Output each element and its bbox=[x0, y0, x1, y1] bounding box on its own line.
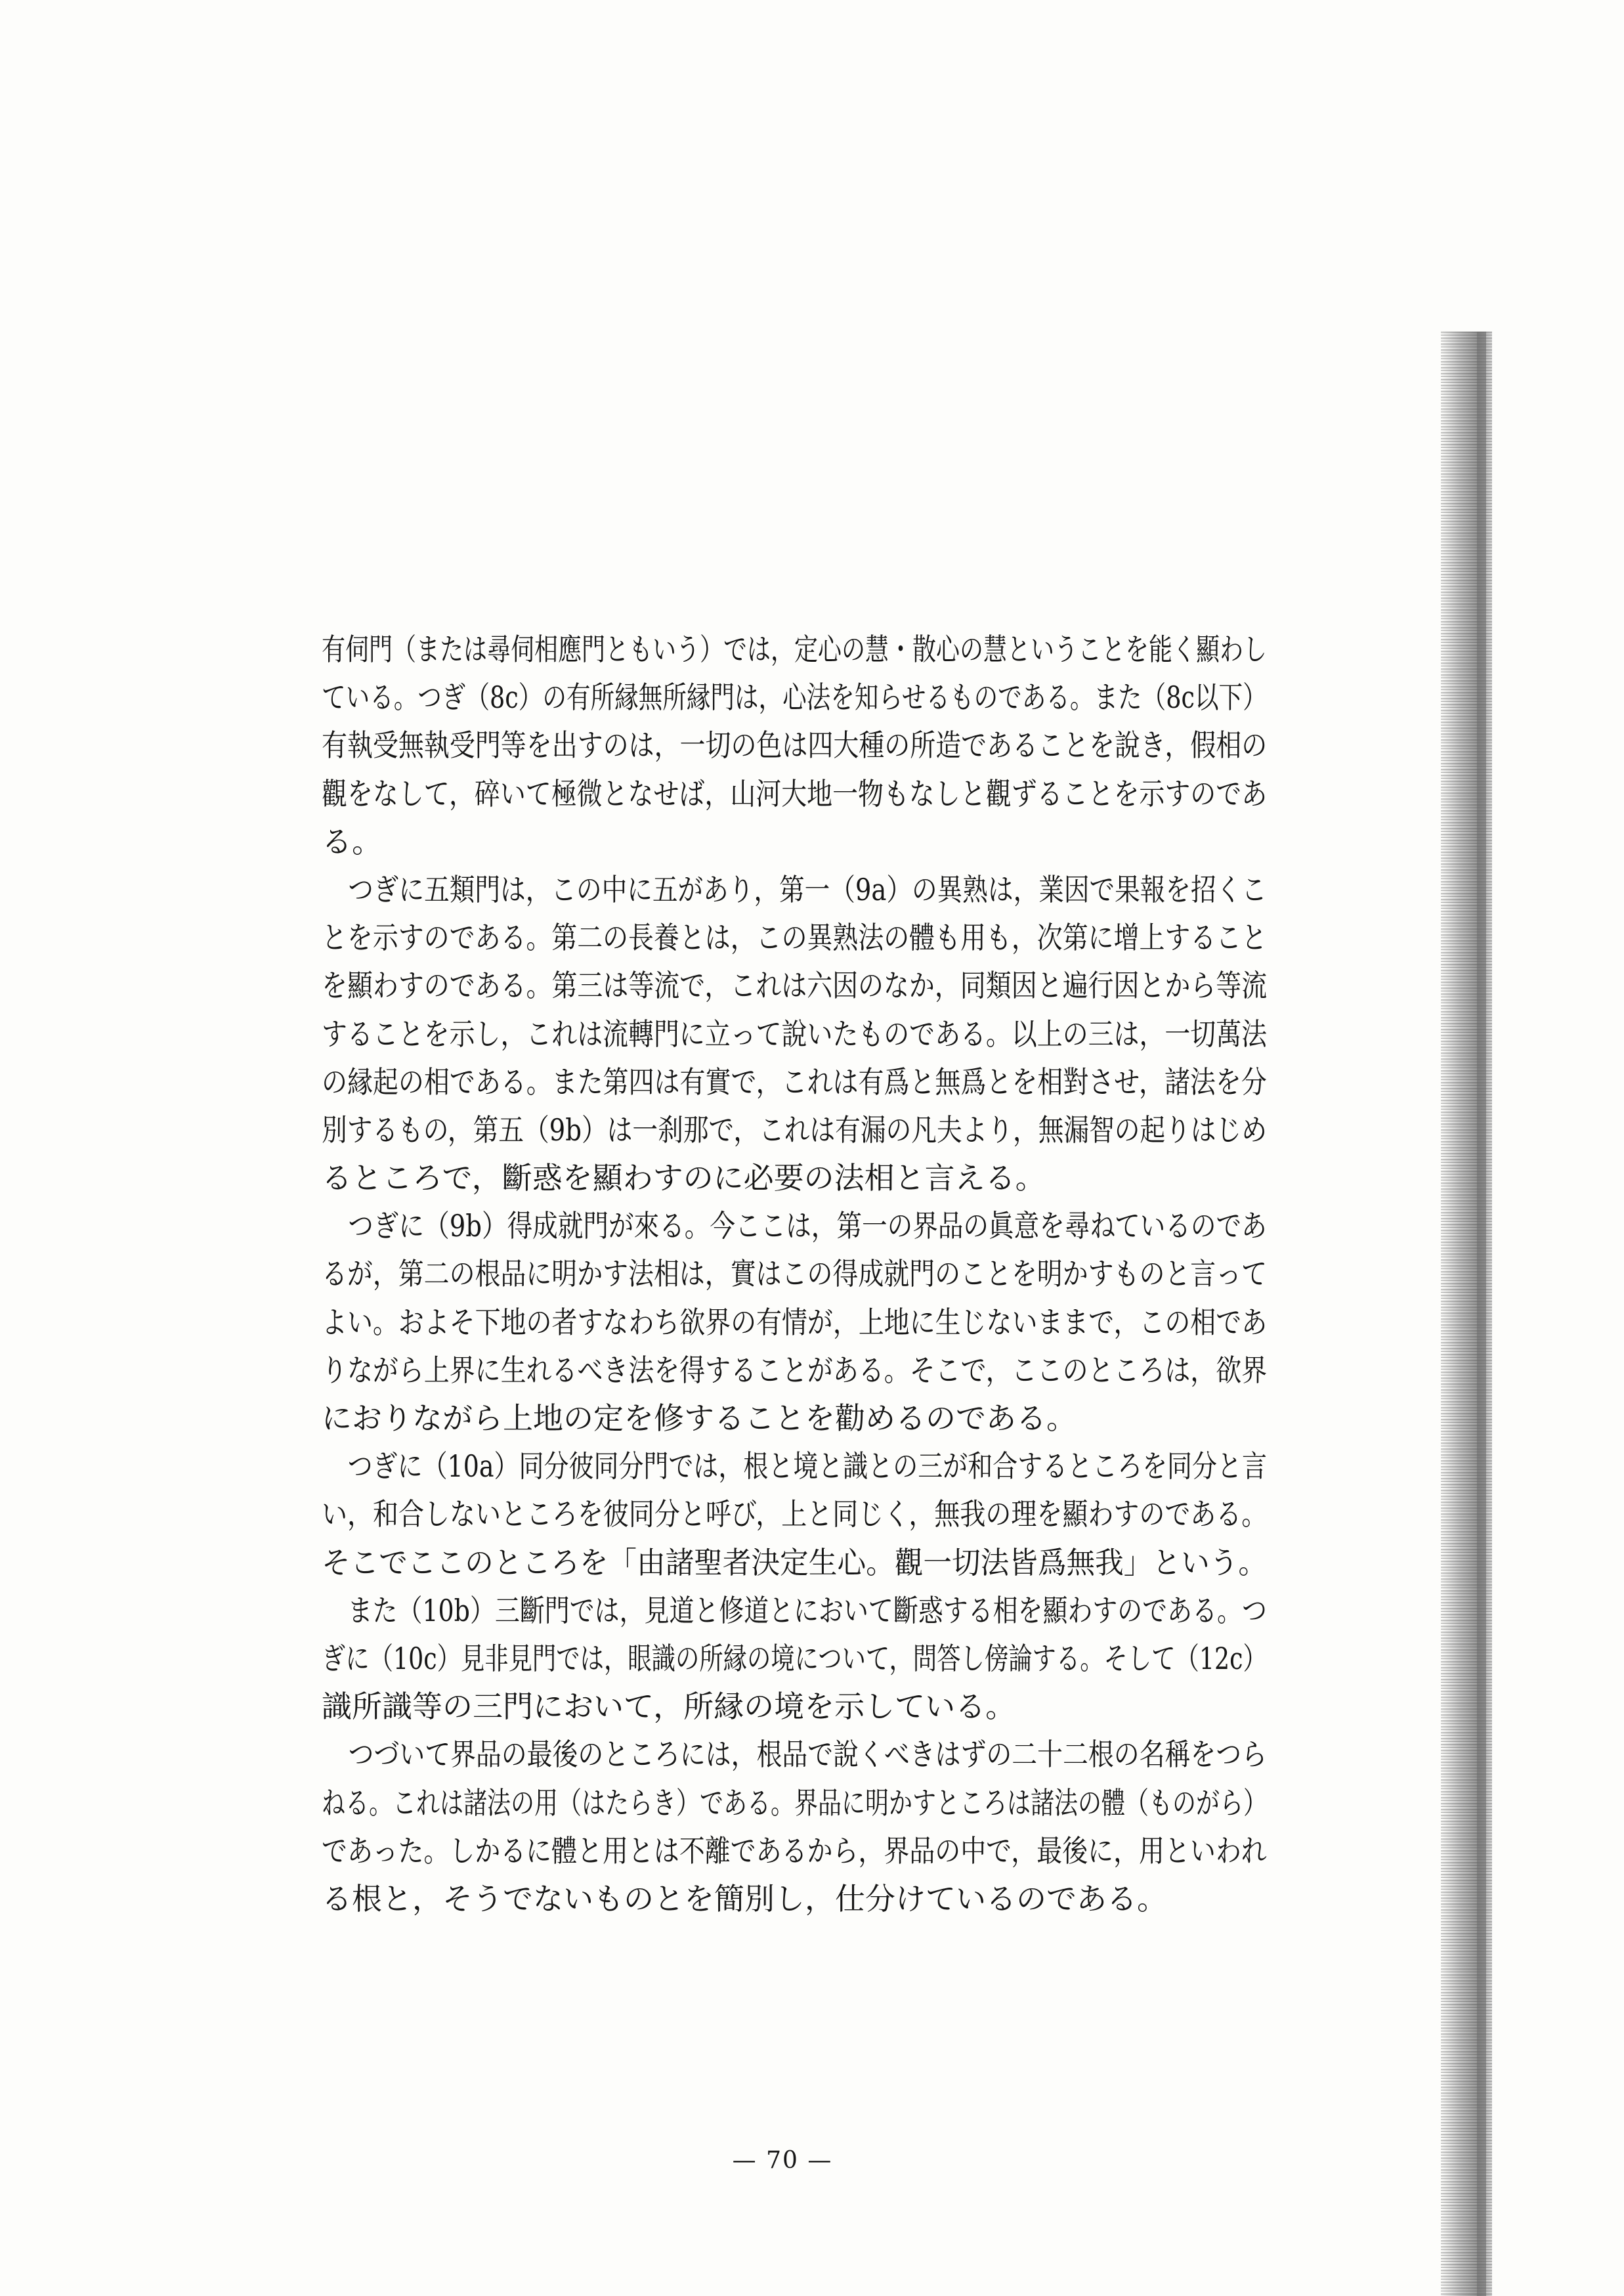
paragraph bbox=[322, 1442, 1267, 1587]
text-line: であった。しかるに體と用とは不離であるから，界品の中で，最後に，用といわれ bbox=[322, 1832, 1267, 1869]
text-line: ている。つぎ（8c）の有所縁無所縁門は，心法を知らせるものである。また（8c以下） bbox=[322, 680, 1267, 716]
paragraph bbox=[322, 1731, 1267, 1923]
text-line: の縁起の相である。また第四は有實で，これは有爲と無爲とを相對させ，諸法を分 bbox=[322, 1064, 1267, 1100]
text-line: することを示し，これは流轉門に立って說いたものである。以上の三は，一切萬法 bbox=[322, 1016, 1268, 1052]
text-line: 識所識等の三門において，所縁の境を示している。 bbox=[322, 1689, 1016, 1725]
text-line: つづいて界品の最後のところには，根品で說くべきはずの二十二根の名稱をつら bbox=[348, 1737, 1268, 1773]
text-line: りながら上界に生れるべき法を得することがある。そこで，ここのところは，欲界 bbox=[322, 1352, 1268, 1388]
text-line: るところで，斷惑を顯わすのに必要の法相と言える。 bbox=[322, 1160, 1046, 1196]
text-line: るが，第二の根品に明かす法相は，實はこの得成就門のことを明かすものと言って bbox=[322, 1256, 1268, 1292]
text-line: におりながら上地の定を修することを勸めるのである。 bbox=[322, 1400, 1077, 1436]
text-line: 別するもの，第五（9b）は一刹那で，これは有漏の凡夫より，無漏智の起りはじめ bbox=[322, 1112, 1267, 1148]
text-line: 有伺門（または尋伺相應門ともいう）では，定心の慧・散心の慧ということを能く顯わし bbox=[322, 632, 1267, 667]
text-line: よい。およそ下地の者すなわち欲界の有情が，上地に生じないままで，この相であ bbox=[322, 1304, 1268, 1340]
text-line: ねる。これは諸法の用（はたらき）である。界品に明かすところは諸法の體（ものがら） bbox=[322, 1785, 1267, 1821]
text-line: つぎに五類門は，この中に五があり，第一（9a）の異熟は，業因で果報を招くこ bbox=[348, 871, 1267, 907]
text-line: を顯わすのである。第三は等流で，これは六因のなか，同類因と遍行因とから等流 bbox=[322, 968, 1268, 1004]
paragraph bbox=[322, 1202, 1267, 1442]
paragraph bbox=[322, 626, 1267, 866]
text-line: とを示すのである。第二の長養とは，この異熟法の體も用も，次第に增上すること bbox=[322, 920, 1268, 956]
paragraph bbox=[322, 866, 1267, 1202]
text-line: つぎに（10a）同分彼同分門では，根と境と識との三が和合するところを同分と言 bbox=[347, 1448, 1267, 1484]
text-line: 有執受無執受門等を出すのは，一切の色は四大種の所造であることを說き，假相の bbox=[322, 727, 1268, 764]
scan-edge-binding bbox=[1477, 332, 1486, 2296]
text-line: そこでここのところを「由諸聖者決定生心。觀一切法皆爲無我」という。 bbox=[322, 1544, 1267, 1580]
text-line: い，和合しないところを彼同分と呼び，上と同じく，無我の理を顯わすのである。 bbox=[322, 1496, 1268, 1532]
paragraph bbox=[322, 1587, 1267, 1731]
text-line: る。 bbox=[322, 823, 382, 859]
text-line: 觀をなして，碎いて極微となせば，山河大地一物もなしと觀ずることを示すのであ bbox=[322, 775, 1268, 812]
page-number: — 70 — bbox=[732, 2147, 833, 2174]
text-line: ぎに（10c）見非見門では，眼識の所縁の境について，問答し傍論する。そして（12c） bbox=[322, 1640, 1267, 1676]
text-line: つぎに（9b）得成就門が來る。今ここは，第一の界品の眞意を尋ねているのであ bbox=[348, 1208, 1267, 1244]
document-body bbox=[322, 626, 1267, 1923]
text-line: また（10b）三斷門では，見道と修道とにおいて斷惑する相を顯わすのである。つ bbox=[347, 1592, 1267, 1628]
text-line: る根と，そうでないものとを簡別し，仕分けているのである。 bbox=[322, 1880, 1167, 1917]
